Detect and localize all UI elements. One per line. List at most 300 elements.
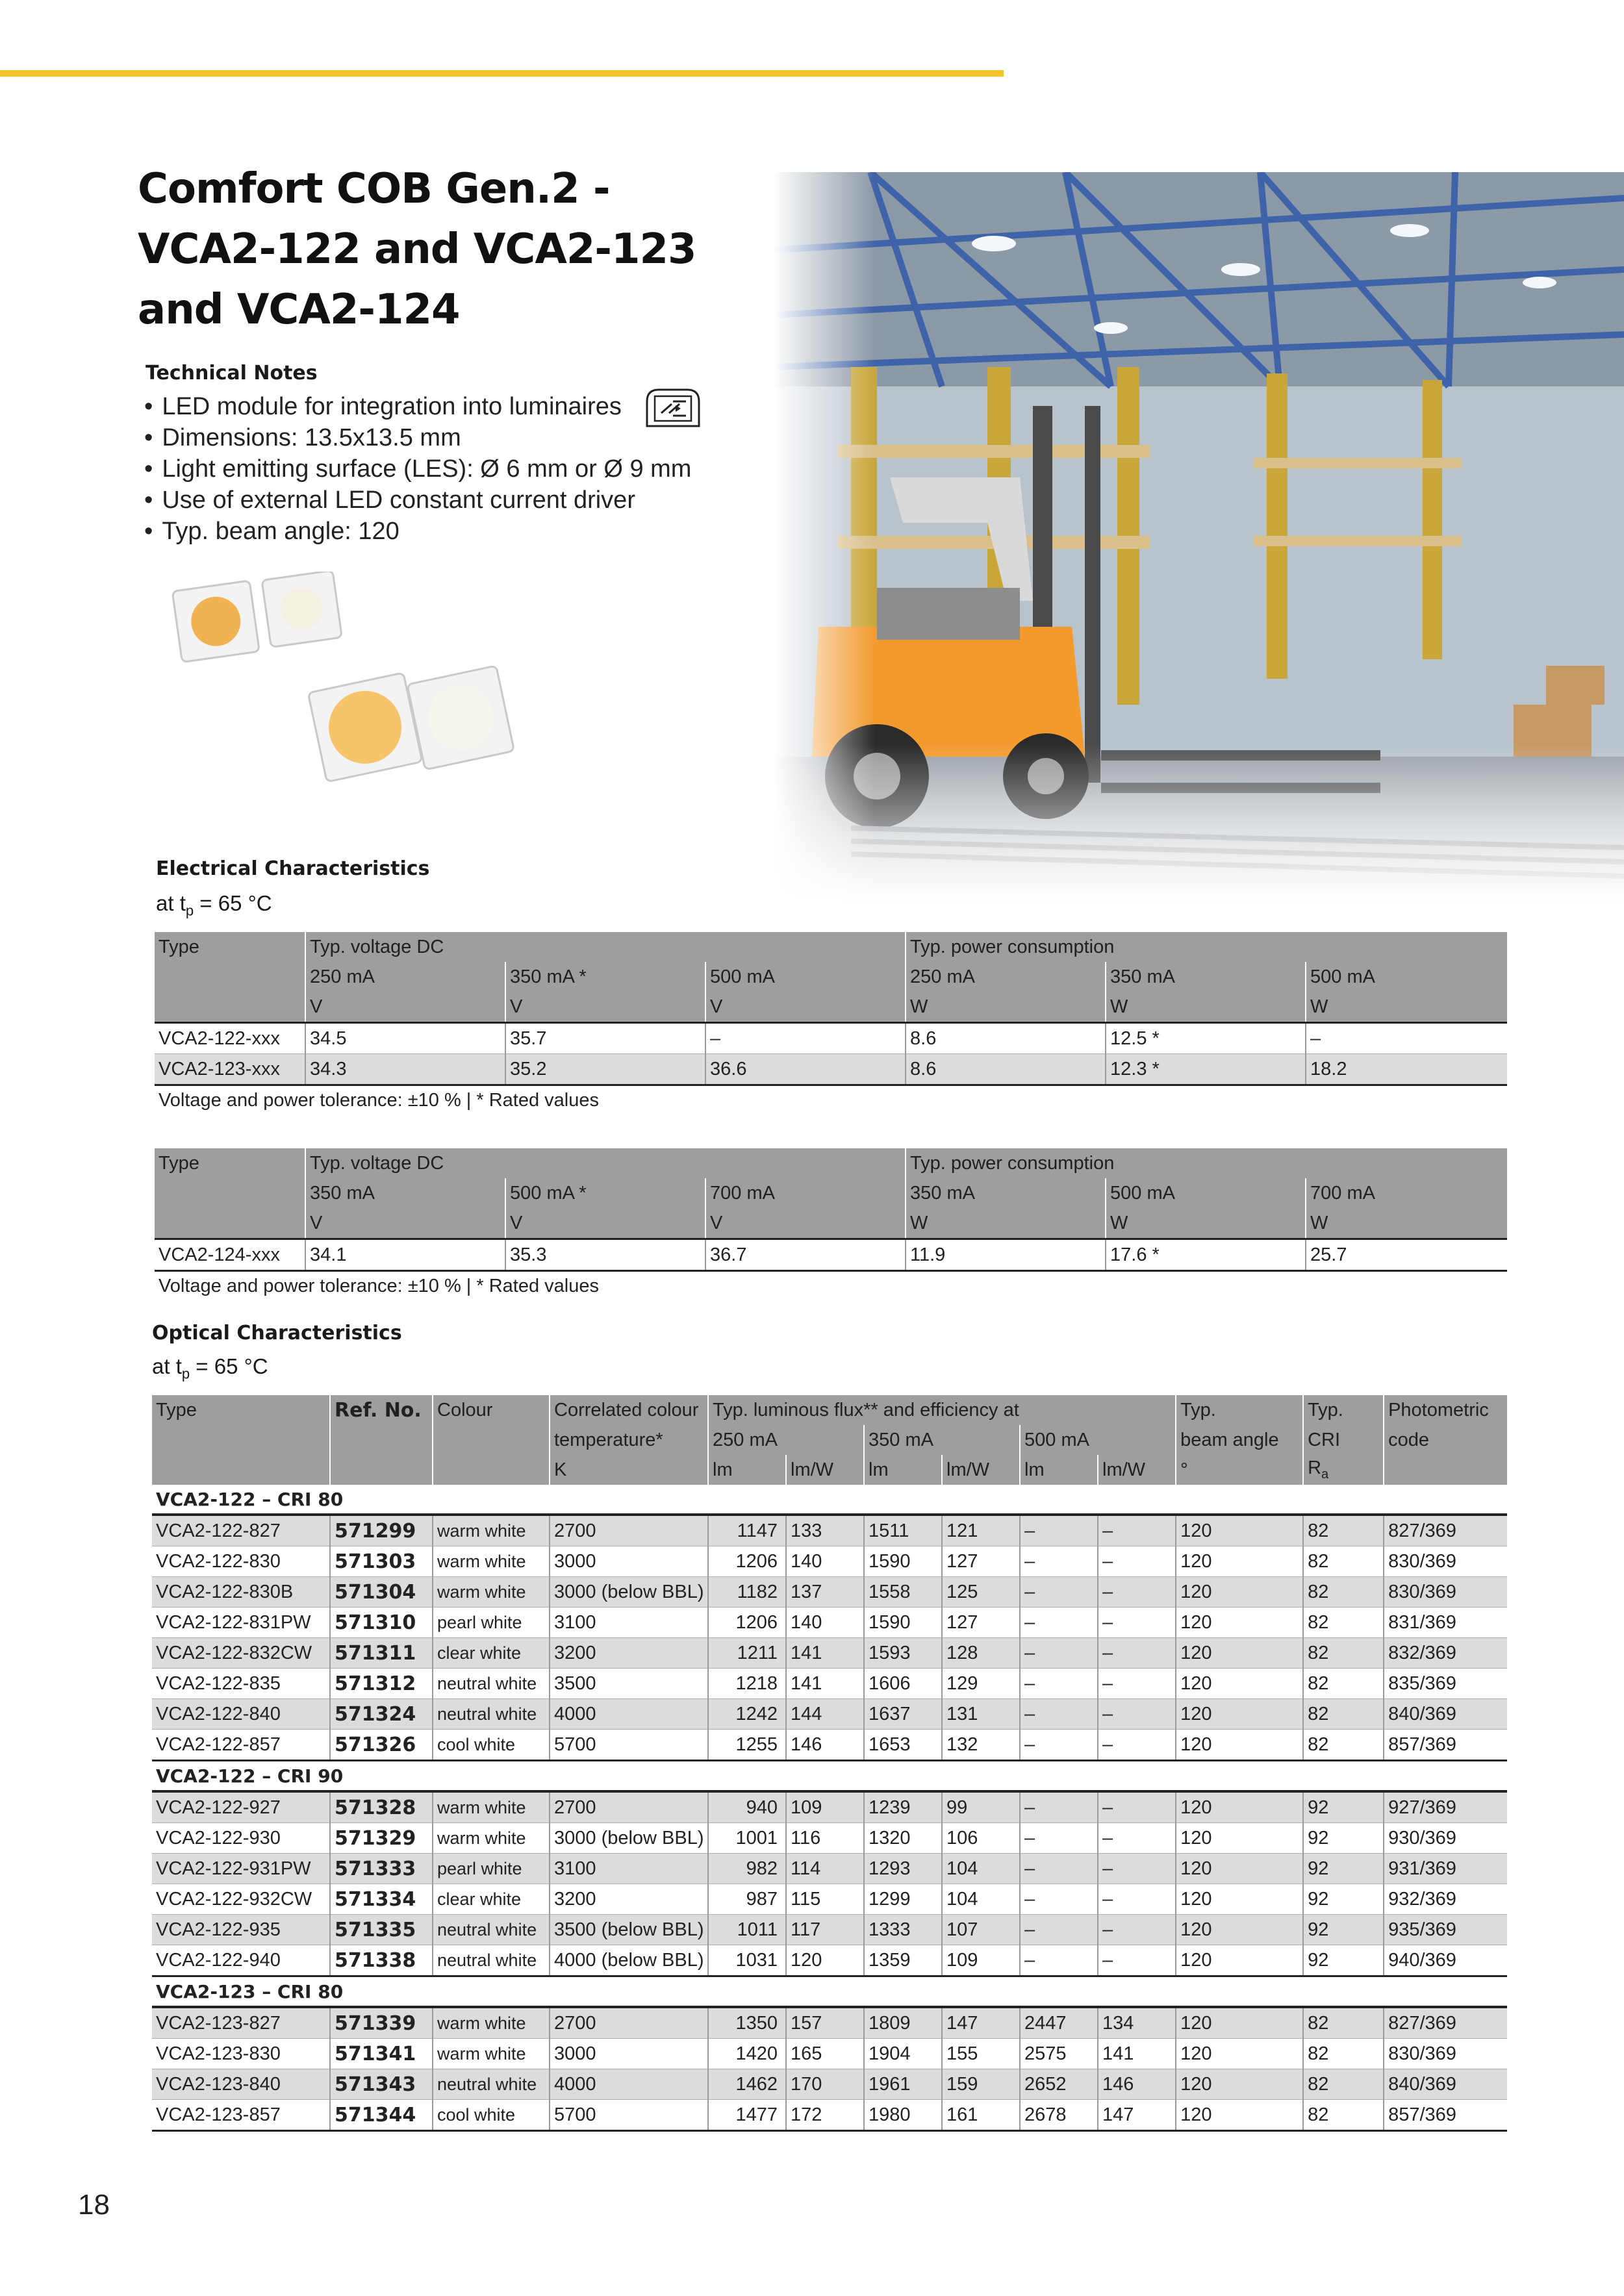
table-cell: 857/369 [1384, 1730, 1507, 1761]
header-unit: V [705, 1208, 906, 1239]
table-cell: 827/369 [1384, 2007, 1507, 2039]
table-cell: – [1098, 1730, 1176, 1761]
table-row [155, 1054, 1507, 1085]
header-current: 350 mA [305, 1178, 505, 1208]
table-cell: 1511 [864, 1515, 942, 1546]
table-cell: 8.6 [906, 1023, 1106, 1054]
warehouse-forklift-photo [773, 172, 1624, 905]
table-cell: 1637 [864, 1699, 942, 1730]
optical-condition [152, 1354, 268, 1383]
table-cell: neutral white [433, 2069, 550, 2100]
table-cell: 127 [942, 1546, 1020, 1577]
table-cell: 120 [1176, 1730, 1303, 1761]
list-item: • Dimensions: 13.5x13.5 mm [144, 422, 691, 453]
table-cell: 4000 [550, 1699, 708, 1730]
table-cell: 830/369 [1384, 1546, 1507, 1577]
table-cell: 131 [942, 1699, 1020, 1730]
header-colour: Colour [433, 1395, 550, 1425]
ref-number: 571333 [330, 1854, 433, 1884]
table-row [152, 1854, 1507, 1884]
table-cell: 120 [1176, 1791, 1303, 1823]
table-row [152, 1823, 1507, 1854]
table-cell: 1590 [864, 1546, 942, 1577]
table-cell: 82 [1303, 1730, 1384, 1761]
table-cell: 82 [1303, 1699, 1384, 1730]
table-cell: 1462 [708, 2069, 786, 2100]
table-cell: 34.5 [305, 1023, 505, 1054]
table-row [152, 1577, 1507, 1608]
table-cell: VCA2-124-xxx [155, 1239, 305, 1271]
table-cell: 3000 [550, 1546, 708, 1577]
header-current: 250 mA [708, 1425, 864, 1455]
header-unit: V [305, 992, 505, 1023]
electrical-heading: Electrical Characteristics [156, 857, 430, 880]
table-cell: pearl white [433, 1608, 550, 1638]
list-item: • Light emitting surface (LES): Ø 6 mm or Ø 9 mm [144, 453, 691, 485]
table-cell: 11.9 [906, 1239, 1106, 1271]
table-row [152, 1945, 1507, 1976]
table-cell: VCA2-123-827 [152, 2007, 330, 2039]
condition-sub: p [185, 902, 194, 919]
ref-number: 571311 [330, 1638, 433, 1669]
table-cell: 120 [786, 1945, 864, 1976]
table-cell: VCA2-122-830 [152, 1546, 330, 1577]
table-cell: 146 [1098, 2069, 1176, 2100]
table-cell: 127 [942, 1608, 1020, 1638]
ref-number: 571310 [330, 1608, 433, 1638]
table-cell: 116 [786, 1823, 864, 1854]
title-line-1: Comfort COB Gen.2 - [138, 165, 610, 213]
table-cell: clear white [433, 1638, 550, 1669]
header-unit: V [505, 1208, 705, 1239]
table-cell: 835/369 [1384, 1669, 1507, 1699]
header-unit: lm [864, 1455, 942, 1485]
group-heading: VCA2-123 – CRI 80 [152, 1976, 1507, 2008]
table-cell: – [1098, 1577, 1176, 1608]
table-cell: 120 [1176, 1546, 1303, 1577]
table-cell: 3200 [550, 1884, 708, 1915]
header-type: Type [155, 932, 305, 962]
ref-number: 571343 [330, 2069, 433, 2100]
ref-number: 571339 [330, 2007, 433, 2039]
ref-number: 571299 [330, 1515, 433, 1546]
table-cell: 92 [1303, 1854, 1384, 1884]
table-row [152, 2039, 1507, 2069]
table-cell: 82 [1303, 2100, 1384, 2131]
table-cell: 2700 [550, 1515, 708, 1546]
table-cell: 35.2 [505, 1054, 705, 1085]
table-cell: VCA2-122-830B [152, 1577, 330, 1608]
table-cell: 133 [786, 1515, 864, 1546]
table-cell: warm white [433, 2039, 550, 2069]
table-cell: VCA2-122-835 [152, 1669, 330, 1699]
table-cell: warm white [433, 1515, 550, 1546]
table-cell: VCA2-122-xxx [155, 1023, 305, 1054]
table-cell: 927/369 [1384, 1791, 1507, 1823]
list-item: • LED module for integration into luminaires [144, 391, 691, 422]
header-beam: beam angle [1176, 1425, 1303, 1455]
header-photometric: Photometric [1384, 1395, 1507, 1425]
table-cell: 99 [942, 1791, 1020, 1823]
table-cell: – [1020, 1791, 1098, 1823]
table-cell: 1606 [864, 1669, 942, 1699]
table-cell: 132 [942, 1730, 1020, 1761]
table-cell: – [1098, 1884, 1176, 1915]
table-cell: 115 [786, 1884, 864, 1915]
table-cell: 82 [1303, 1515, 1384, 1546]
table-row [152, 1669, 1507, 1699]
table-cell: 1809 [864, 2007, 942, 2039]
table-cell: 3000 (below BBL) [550, 1577, 708, 1608]
table-cell: 159 [942, 2069, 1020, 2100]
table-cell: 982 [708, 1854, 786, 1884]
header-power: Typ. power consumption [906, 1148, 1507, 1178]
table-cell: 146 [786, 1730, 864, 1761]
table-cell: 92 [1303, 1915, 1384, 1945]
table-row [152, 1638, 1507, 1669]
table-cell: neutral white [433, 1945, 550, 1976]
table-cell: VCA2-122-930 [152, 1823, 330, 1854]
table-cell: 120 [1176, 2100, 1303, 2131]
header-current: 250 mA [906, 962, 1106, 992]
ref-number: 571304 [330, 1577, 433, 1608]
table-cell: 2700 [550, 2007, 708, 2039]
table-cell: 120 [1176, 2007, 1303, 2039]
table-cell: VCA2-122-932CW [152, 1884, 330, 1915]
technical-notes-list [144, 391, 691, 547]
table-cell: – [1098, 1945, 1176, 1976]
table-cell: 157 [786, 2007, 864, 2039]
table-cell: – [1098, 1791, 1176, 1823]
table-row [152, 1515, 1507, 1546]
table-cell: – [1098, 1915, 1176, 1945]
table-cell: – [1020, 1854, 1098, 1884]
table-cell: 141 [786, 1638, 864, 1669]
table-cell: 34.3 [305, 1054, 505, 1085]
table-cell: 931/369 [1384, 1854, 1507, 1884]
table-cell: 82 [1303, 1608, 1384, 1638]
list-item: • Typ. beam angle: 120 [144, 516, 691, 547]
table-cell: VCA2-122-827 [152, 1515, 330, 1546]
table-cell: 82 [1303, 1669, 1384, 1699]
ref-number: 571326 [330, 1730, 433, 1761]
table-row [152, 2069, 1507, 2100]
table-cell: 82 [1303, 1638, 1384, 1669]
table-cell: – [1020, 1730, 1098, 1761]
table-cell: 82 [1303, 2069, 1384, 2100]
list-item: • Use of external LED constant current driver [144, 485, 691, 516]
header-unit: K [550, 1455, 708, 1485]
table-cell: 1211 [708, 1638, 786, 1669]
ref-number: 571344 [330, 2100, 433, 2131]
table-cell: VCA2-122-927 [152, 1791, 330, 1823]
table-cell: – [1020, 1945, 1098, 1976]
table-cell: warm white [433, 1577, 550, 1608]
table-cell: 125 [942, 1577, 1020, 1608]
electrical-table-2 [155, 1148, 1507, 1272]
table-cell: VCA2-123-857 [152, 2100, 330, 2131]
header-current: 700 mA [1306, 1178, 1507, 1208]
table-cell: warm white [433, 1546, 550, 1577]
table-cell: 120 [1176, 2039, 1303, 2069]
table-cell: warm white [433, 1823, 550, 1854]
table-row [152, 1546, 1507, 1577]
header-unit: V [505, 992, 705, 1023]
table-cell: VCA2-123-xxx [155, 1054, 305, 1085]
table-cell: – [1020, 1699, 1098, 1730]
table-cell: 114 [786, 1854, 864, 1884]
table-cell: 1333 [864, 1915, 942, 1945]
table-cell: warm white [433, 1791, 550, 1823]
header-unit: lm [708, 1455, 786, 1485]
table-cell: 120 [1176, 1577, 1303, 1608]
table-cell: 1420 [708, 2039, 786, 2069]
table-cell: 121 [942, 1515, 1020, 1546]
table-cell: 2575 [1020, 2039, 1098, 2069]
ref-number: 571303 [330, 1546, 433, 1577]
header-ref-no: Ref. No. [330, 1395, 433, 1425]
table-cell: 170 [786, 2069, 864, 2100]
table-cell: 1218 [708, 1669, 786, 1699]
table-cell: VCA2-122-931PW [152, 1854, 330, 1884]
table-cell: 35.7 [505, 1023, 705, 1054]
table-cell: 1206 [708, 1608, 786, 1638]
table-cell: 1299 [864, 1884, 942, 1915]
table-cell: 120 [1176, 1515, 1303, 1546]
table-cell: 1182 [708, 1577, 786, 1608]
table-cell: 165 [786, 2039, 864, 2069]
table-cell: 840/369 [1384, 2069, 1507, 2100]
table-cell: – [1098, 1823, 1176, 1854]
cri-unit: R [1308, 1457, 1322, 1479]
table-cell: 1653 [864, 1730, 942, 1761]
header-unit: W [906, 992, 1106, 1023]
table-cell: 3200 [550, 1638, 708, 1669]
table-cell: 129 [942, 1669, 1020, 1699]
accent-bar [0, 70, 1004, 77]
table-cell: 4000 (below BBL) [550, 1945, 708, 1976]
table-cell: 128 [942, 1638, 1020, 1669]
table-cell: 1558 [864, 1577, 942, 1608]
header-unit: ° [1176, 1455, 1303, 1485]
condition-suffix: = 65 °C [194, 891, 272, 915]
header-current: 350 mA [864, 1425, 1020, 1455]
header-voltage: Typ. voltage DC [305, 932, 906, 962]
table-cell: 104 [942, 1854, 1020, 1884]
header-current: 350 mA [1106, 962, 1306, 992]
header-current: 500 mA [1306, 962, 1507, 992]
table-cell: 155 [942, 2039, 1020, 2069]
ref-number: 571328 [330, 1791, 433, 1823]
table-row [152, 2007, 1507, 2039]
table-cell: – [705, 1023, 906, 1054]
table-cell: 1147 [708, 1515, 786, 1546]
table-cell: clear white [433, 1884, 550, 1915]
page-number: 18 [78, 2189, 110, 2221]
table-cell: 34.1 [305, 1239, 505, 1271]
table-cell: 2700 [550, 1791, 708, 1823]
header-current: 500 mA * [505, 1178, 705, 1208]
table-cell: 120 [1176, 1608, 1303, 1638]
table-cell: 147 [1098, 2100, 1176, 2131]
table-cell: 827/369 [1384, 1515, 1507, 1546]
table-cell: 120 [1176, 1638, 1303, 1669]
table-cell: neutral white [433, 1669, 550, 1699]
table-cell: 92 [1303, 1945, 1384, 1976]
table-cell: 120 [1176, 1945, 1303, 1976]
header-beam: Typ. [1176, 1395, 1303, 1425]
page-title [138, 159, 696, 340]
table-cell: 1206 [708, 1546, 786, 1577]
technical-notes-heading: Technical Notes [146, 362, 318, 385]
table-cell: 109 [942, 1945, 1020, 1976]
group-heading-row [152, 1485, 1507, 1515]
table-cell: 120 [1176, 1884, 1303, 1915]
header-unit: V [705, 992, 906, 1023]
table-cell: 147 [942, 2007, 1020, 2039]
ref-number: 571341 [330, 2039, 433, 2069]
table-cell: 940/369 [1384, 1945, 1507, 1976]
table-cell: 1031 [708, 1945, 786, 1976]
ref-number: 571324 [330, 1699, 433, 1730]
optical-table [152, 1395, 1507, 2132]
table-cell: 1359 [864, 1945, 942, 1976]
table-cell: 141 [1098, 2039, 1176, 2069]
condition-prefix: at t [156, 891, 186, 915]
table-cell: 18.2 [1306, 1054, 1507, 1085]
luminaire-integration-icon [643, 387, 703, 429]
header-cct: Correlated colour [550, 1395, 708, 1425]
table-row [152, 2100, 1507, 2131]
table-cell: 106 [942, 1823, 1020, 1854]
table-cell: VCA2-123-840 [152, 2069, 330, 2100]
table-cell: 107 [942, 1915, 1020, 1945]
table-cell: 117 [786, 1915, 864, 1945]
header-unit: V [305, 1208, 505, 1239]
header-unit: W [1106, 992, 1306, 1023]
table-cell: VCA2-122-831PW [152, 1608, 330, 1638]
header-current: 250 mA [305, 962, 505, 992]
header-cri: Typ. [1303, 1395, 1384, 1425]
table-cell: – [1020, 1638, 1098, 1669]
table-cell: 134 [1098, 2007, 1176, 2039]
table-cell: 8.6 [906, 1054, 1106, 1085]
table-cell: 935/369 [1384, 1915, 1507, 1945]
table-cell: 1477 [708, 2100, 786, 2131]
header-voltage: Typ. voltage DC [305, 1148, 906, 1178]
table-note: Voltage and power tolerance: ±10 % | * Rated values [159, 1090, 599, 1111]
table-cell: – [1020, 1915, 1098, 1945]
table-cell: 12.5 * [1106, 1023, 1306, 1054]
table-cell: VCA2-122-935 [152, 1915, 330, 1945]
table-cell: – [1020, 1608, 1098, 1638]
table-cell: 172 [786, 2100, 864, 2131]
table-cell: 120 [1176, 1699, 1303, 1730]
table-cell: 1320 [864, 1823, 942, 1854]
table-cell: 137 [786, 1577, 864, 1608]
table-cell: 1242 [708, 1699, 786, 1730]
table-row [155, 1023, 1507, 1054]
table-cell: 1593 [864, 1638, 942, 1669]
header-current: 500 mA [705, 962, 906, 992]
table-cell: 2447 [1020, 2007, 1098, 2039]
title-line-2: VCA2-122 and VCA2-123 [138, 225, 696, 273]
table-cell: 92 [1303, 1791, 1384, 1823]
header-type: Type [155, 1148, 305, 1178]
table-cell: 36.7 [705, 1239, 906, 1271]
table-row [155, 1239, 1507, 1271]
table-cell: VCA2-122-840 [152, 1699, 330, 1730]
header-current: 350 mA * [505, 962, 705, 992]
table-cell: – [1098, 1669, 1176, 1699]
table-row [152, 1608, 1507, 1638]
table-cell: 140 [786, 1546, 864, 1577]
table-cell: 940 [708, 1791, 786, 1823]
table-cell: 161 [942, 2100, 1020, 2131]
table-cell: neutral white [433, 1915, 550, 1945]
table-cell: 92 [1303, 1884, 1384, 1915]
table-cell: cool white [433, 2100, 550, 2131]
table-row [152, 1699, 1507, 1730]
header-unit: lm/W [942, 1455, 1020, 1485]
table-cell: 5700 [550, 2100, 708, 2131]
table-cell: neutral white [433, 1699, 550, 1730]
table-cell: 1255 [708, 1730, 786, 1761]
header-unit: W [1106, 1208, 1306, 1239]
electrical-table-1 [155, 932, 1507, 1086]
table-row [152, 1791, 1507, 1823]
table-cell: 3500 [550, 1669, 708, 1699]
table-row [152, 1915, 1507, 1945]
table-cell: VCA2-123-830 [152, 2039, 330, 2069]
table-cell: 1980 [864, 2100, 942, 2131]
table-cell: 141 [786, 1669, 864, 1699]
table-cell: 144 [786, 1699, 864, 1730]
table-cell: 82 [1303, 2007, 1384, 2039]
table-cell: 1239 [864, 1791, 942, 1823]
header-unit: lm/W [1098, 1455, 1176, 1485]
table-cell: 35.3 [505, 1239, 705, 1271]
table-cell: – [1020, 1546, 1098, 1577]
table-cell: 82 [1303, 1546, 1384, 1577]
header-type: Type [152, 1395, 330, 1425]
table-note: Voltage and power tolerance: ±10 % | * Rated values [159, 1276, 599, 1296]
table-cell: VCA2-122-832CW [152, 1638, 330, 1669]
table-cell: 82 [1303, 1577, 1384, 1608]
electrical-condition [156, 891, 272, 920]
table-cell: 120 [1176, 1669, 1303, 1699]
table-cell: 3000 (below BBL) [550, 1823, 708, 1854]
table-cell: VCA2-122-857 [152, 1730, 330, 1761]
table-cell: – [1020, 1577, 1098, 1608]
header-cct: temperature* [550, 1425, 708, 1455]
table-cell: 104 [942, 1884, 1020, 1915]
condition-suffix: = 65 °C [190, 1354, 268, 1378]
table-cell: – [1020, 1884, 1098, 1915]
header-photometric: code [1384, 1425, 1507, 1455]
table-cell: 92 [1303, 1823, 1384, 1854]
table-cell: 120 [1176, 1915, 1303, 1945]
ref-number: 571334 [330, 1884, 433, 1915]
table-cell: 82 [1303, 2039, 1384, 2069]
table-cell: 932/369 [1384, 1884, 1507, 1915]
group-heading: VCA2-122 – CRI 90 [152, 1761, 1507, 1792]
table-cell: – [1098, 1546, 1176, 1577]
table-cell: 930/369 [1384, 1823, 1507, 1854]
ref-number: 571338 [330, 1945, 433, 1976]
table-cell: 1961 [864, 2069, 942, 2100]
table-cell: – [1098, 1638, 1176, 1669]
